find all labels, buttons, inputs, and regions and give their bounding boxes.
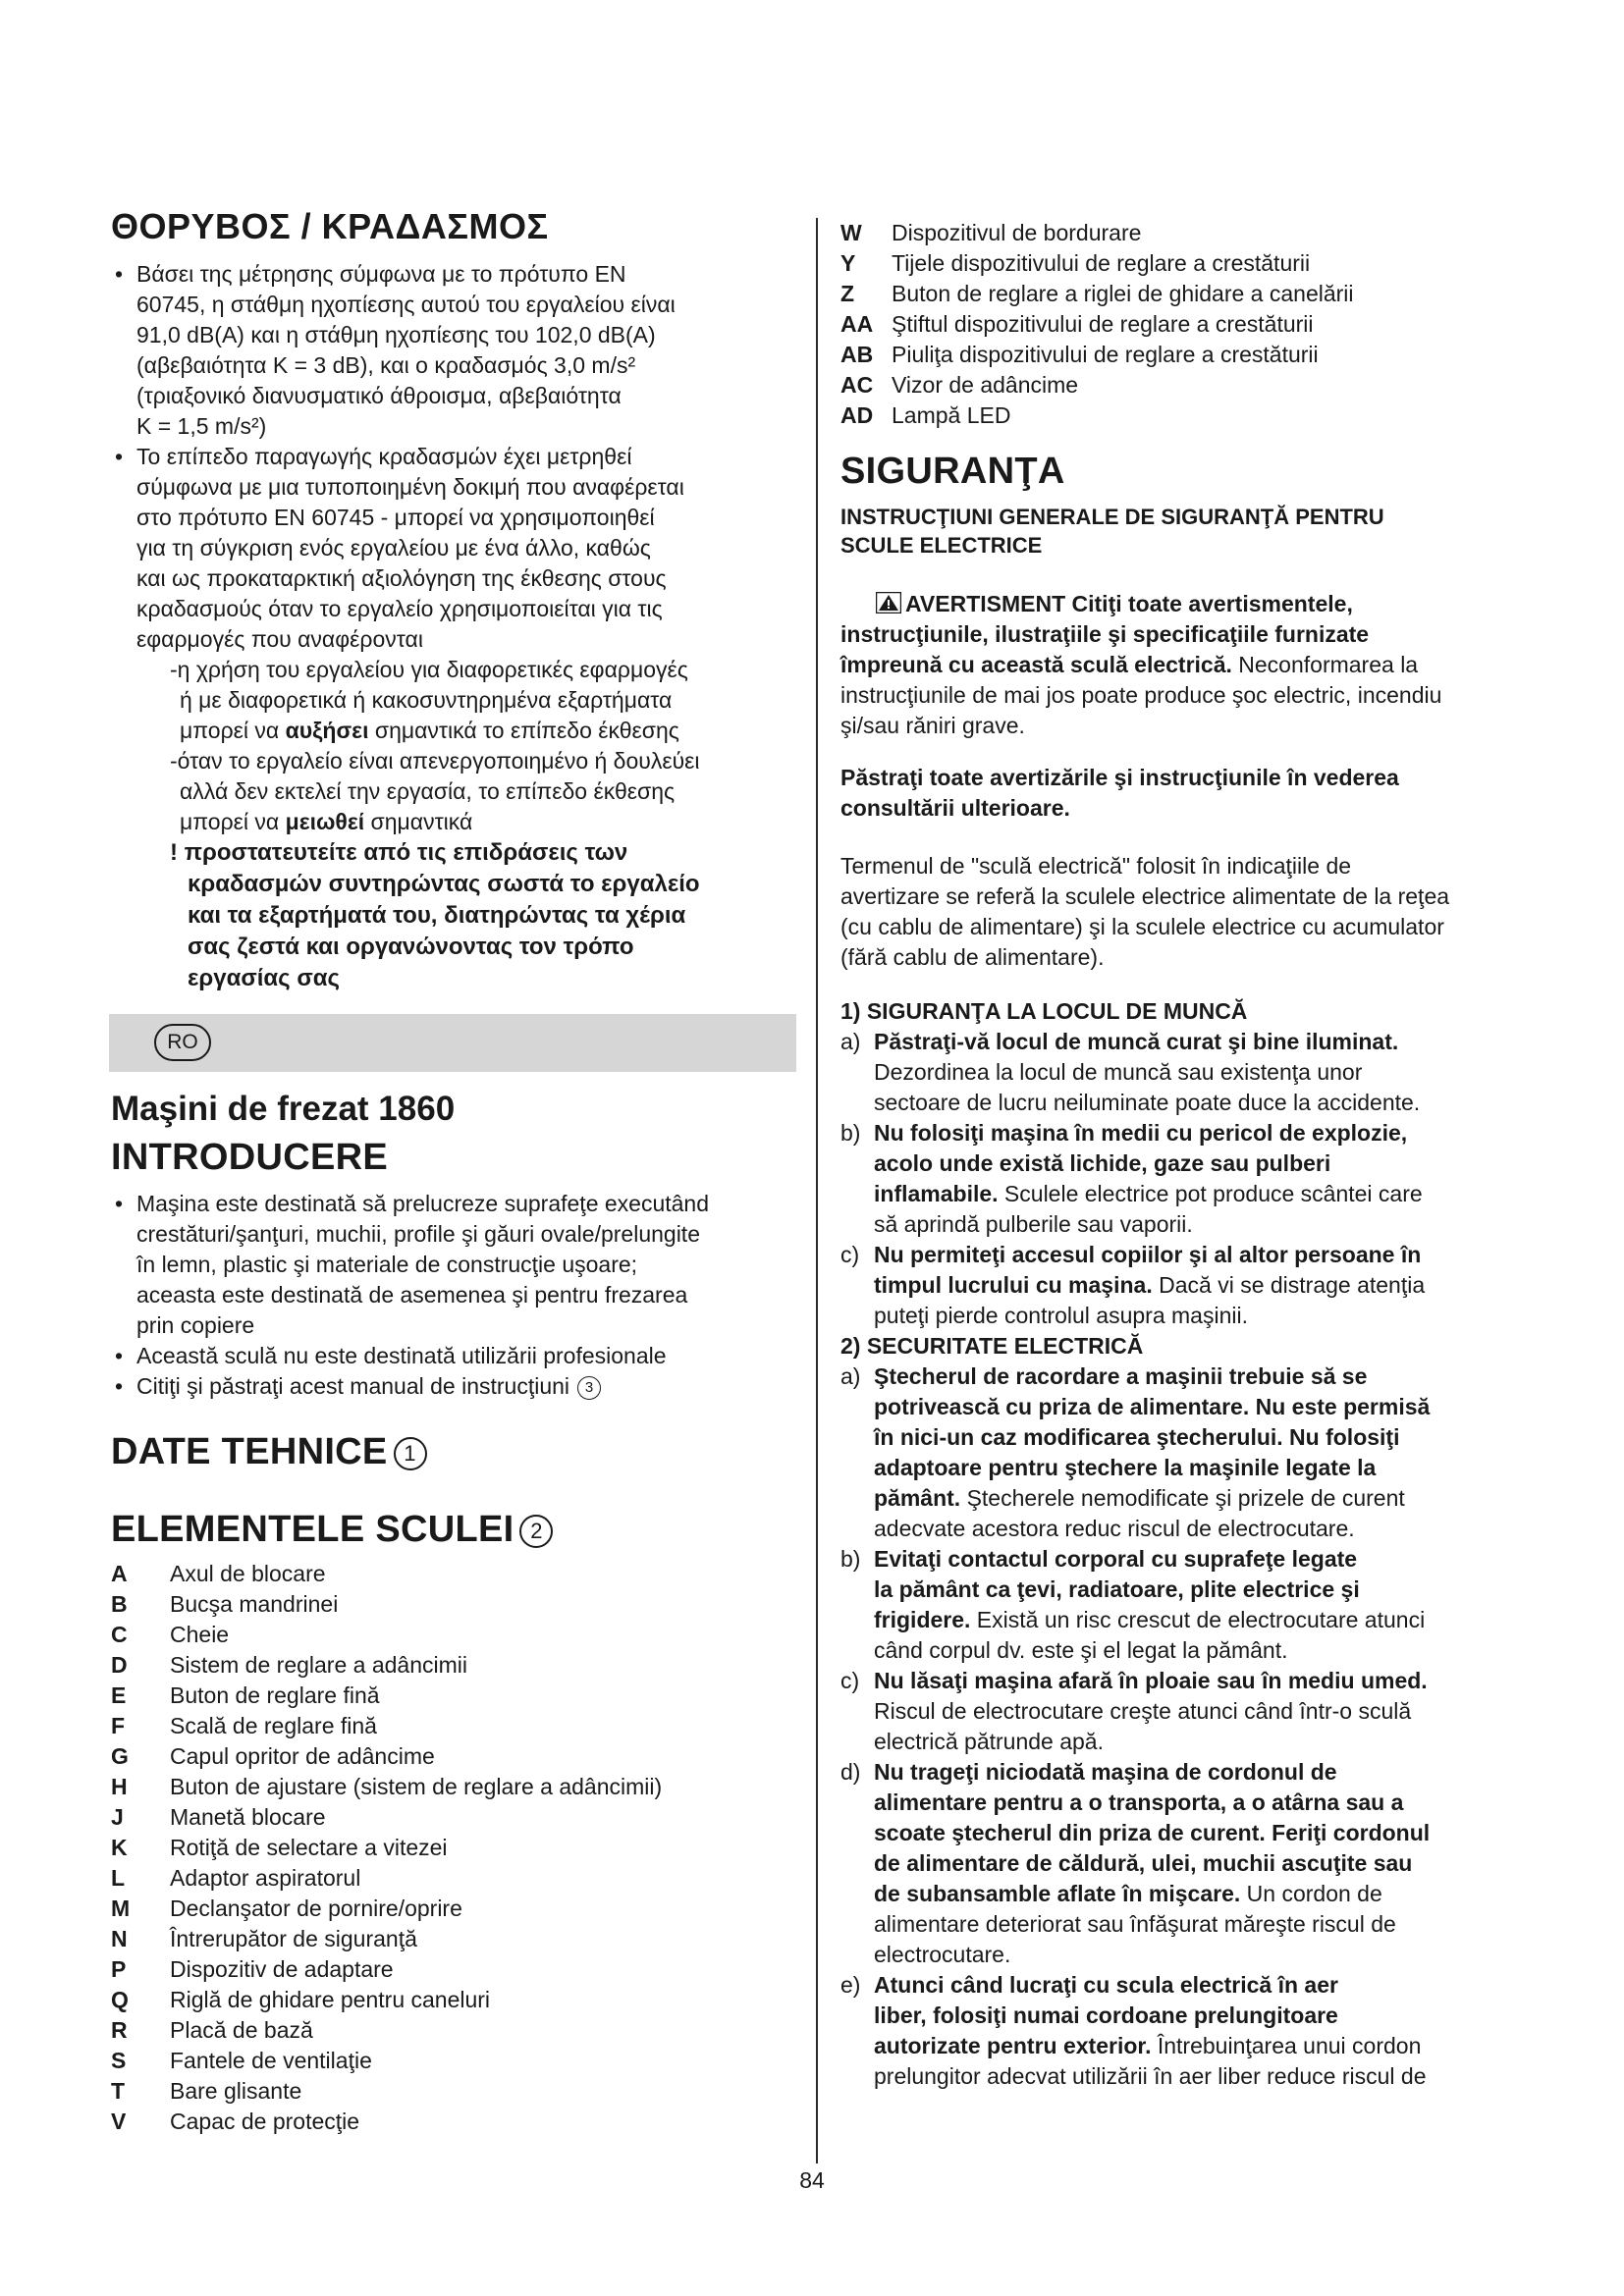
- text-line: consultării ulterioare.: [840, 795, 1070, 821]
- parts-list-item: J Manetă blocare: [111, 1804, 326, 1830]
- parts-list-item: M Declanşator de pornire/oprire: [111, 1896, 462, 1921]
- parts-list-item: L Adaptor aspiratorul: [111, 1865, 361, 1891]
- parts-list-item: E Buton de reglare fină: [111, 1682, 380, 1708]
- parts-list-item: S Fantele de ventilaţie: [111, 2048, 372, 2073]
- parts-list-item: AB Piuliţa dispozitivului de reglare a crestăturii: [840, 342, 1319, 367]
- safety-item: e) Atunci când lucraţi cu scula electrică în aer liber, folosiţi numai cordoane prelungitoare autorizate pentru exterior. Întrebuinţarea unui cordon prelungitor adecvat utilizării în aer liber reduce riscul de: [840, 1972, 1427, 2089]
- parts-list-item: Y Tijele dispozitivului de reglare a crestăturii: [840, 250, 1311, 276]
- intro-bullet-manual: • Citiţi şi păstraţi acest manual de instrucţiuni 3: [111, 1371, 798, 1402]
- figure-ref-icon: 3: [577, 1376, 601, 1400]
- text-line: ή με διαφορετικά ή κακοσυντηρημένα εξαρτήματα: [180, 687, 673, 713]
- right-column: [840, 218, 1518, 2092]
- parts-list-item: T Bare glisante: [111, 2078, 302, 2104]
- elementele-heading: ELEMENTELE SCULEI 2: [111, 1509, 798, 1551]
- parts-list-item: B Bucşa mandrinei: [111, 1591, 339, 1617]
- text-line: στο πρότυπο EN 60745 - μπορεί να χρησιμοποιηθεί: [136, 505, 655, 530]
- parts-list-item: P Dispozitiv de adaptare: [111, 1956, 394, 1982]
- text-line: • Το επίπεδο παραγωγής κραδασμών έχει μετρηθεί: [136, 444, 632, 469]
- text-line: (fără cablu de alimentare).: [840, 944, 1105, 970]
- parts-list-item: W Dispozitivul de bordurare: [840, 220, 1142, 245]
- parts-list-item: G Capul opritor de adâncime: [111, 1743, 435, 1769]
- text-line: K = 1,5 m/s²): [136, 413, 267, 439]
- siguranta-heading: SIGURANŢA: [840, 451, 1065, 492]
- text-line: αλλά δεν εκτελεί την εργασία, το επίπεδο έκθεσης: [180, 778, 676, 804]
- parts-list: [111, 1559, 798, 2137]
- safety-item: c) Nu lăsaţi maşina afară în ploaie sau în mediu umed. Riscul de electrocutare creşte atunci când într-o sculă electrică pătrunde apă.: [840, 1668, 1428, 1754]
- parts-list-item: K Rotiţă de selectare a vitezei: [111, 1835, 448, 1860]
- figure-ref-icon: 1: [394, 1437, 427, 1470]
- text-line: în lemn, plastic şi materiale de construcţie uşoare;: [136, 1252, 638, 1277]
- parts-list-item: AD Lampă LED: [840, 402, 1011, 428]
- safety-item: c) Nu permiteţi accesul copiilor şi al altor persoane în timpul lucrului cu maşina. Dacă vi se distrage atenţia puteţi pierde controlul asupra maşinii.: [840, 1242, 1426, 1328]
- text-line: εφαρμογές που αναφέρονται: [136, 626, 423, 652]
- text-line: împreună cu această sculă electrică. Neconformarea la: [840, 652, 1419, 677]
- text-line: για τη σύγκριση ενός εργαλείου με ένα άλλο, καθώς: [136, 535, 651, 561]
- text-line: (αβεβαιότητα K = 3 dB), και ο κραδασμός 3,0 m/s²: [136, 352, 636, 378]
- parts-list-item: D Sistem de reglare a adâncimii: [111, 1652, 467, 1678]
- intro-bullet-list: [111, 1189, 798, 1402]
- machine-title: Maşini de frezat 1860: [111, 1090, 456, 1128]
- intro-bullet-nonprofessional: • Această sculă nu este destinată utilizării profesionale: [111, 1341, 798, 1371]
- text-line: εργασίας σας: [188, 965, 340, 991]
- parts-list-item: F Scală de reglare fină: [111, 1713, 377, 1738]
- text-line: 60745, η στάθμη ηχοπίεσης αυτού του εργαλείου είναι: [136, 292, 676, 317]
- greek-bullet-vibration: [111, 442, 798, 655]
- text-line: μπορεί να αυξήσει σημαντικά το επίπεδο έκθεσης: [180, 718, 679, 743]
- text-line: μπορεί να μειωθεί σημαντικά: [180, 809, 473, 834]
- text-line: prin copiere: [136, 1312, 255, 1338]
- text-line: aceasta este destinată de asemenea şi pentru frezarea: [136, 1282, 688, 1308]
- figure-ref-icon: 2: [519, 1515, 553, 1548]
- text-line: AVERTISMENT Citiţi toate avertismentele,: [840, 589, 1518, 619]
- safety-item: b) Evitaţi contactul corporal cu suprafeţe legate la pământ ca ţevi, radiatoare, plite electrice şi frigidere. Există un risc crescut de electrocutare atunci când corpul dv. este şi el legat la pământ.: [840, 1546, 1426, 1663]
- warning-icon: [876, 592, 901, 614]
- text-line: κραδασμούς όταν το εργαλείο χρησιμοποιείται για τις: [136, 596, 663, 621]
- definition-paragraph: [840, 851, 1518, 973]
- greek-bullet-noise: [111, 259, 798, 442]
- text-line: και ως προκαταρκτική αξιολόγηση της έκθεσης στους: [136, 565, 667, 591]
- text-line: σύμφωνα με μια τυποποιημένη δοκιμή που αναφέρεται: [136, 474, 684, 500]
- text-line: • Maşina este destinată să prelucreze suprafeţe executând: [136, 1191, 710, 1216]
- parts-list-item: V Capac de protecţie: [111, 2109, 360, 2134]
- parts-list-item: H Buton de ajustare (sistem de reglare a adâncimii): [111, 1774, 663, 1799]
- text-line: crestături/şanţuri, muchii, profile şi găuri ovale/prelungite: [136, 1221, 700, 1247]
- parts-list-item: Z Buton de reglare a riglei de ghidare a canelării: [840, 281, 1354, 306]
- text-line: (τριαξονικό διανυσματικό άθροισμα, αβεβαιότητα: [136, 383, 622, 408]
- parts-list-item: R Placă de bază: [111, 2017, 313, 2043]
- parts-list-continued: [840, 218, 1518, 431]
- intro-bullet-purpose: [111, 1189, 798, 1341]
- left-column: [111, 206, 798, 2137]
- parts-list-item: AC Vizor de adâncime: [840, 372, 1079, 398]
- date-tehnice-heading: DATE TEHNICE 1: [111, 1431, 798, 1473]
- parts-list-item: A Axul de blocare: [111, 1561, 326, 1586]
- text-line: (cu cablu de alimentare) şi la sculele electrice cu acumulator: [840, 914, 1444, 939]
- text-line: -όταν το εργαλείο είναι απενεργοποιημένο ή δουλεύει: [170, 748, 700, 774]
- parts-list-item: C Cheie: [111, 1622, 230, 1647]
- safety-item: a) Ştecherul de racordare a maşinii trebuie să se potrivească cu priza de alimentare. Nu este permisă în nici-un caz modificarea ştecherului. Nu folosiţi adaptoare pentru ştechere la maşinile legate la pământ. Ştecherele nemodificate şi prizele de curent adecvate acestora reduc riscul de electrocutare.: [840, 1363, 1431, 1541]
- warning-paragraph: [840, 589, 1518, 741]
- greek-bullet-list: [111, 259, 798, 655]
- section-heading-electrical: 2) SECURITATE ELECTRICĂ: [840, 1333, 1144, 1359]
- text-line: σας ζεστά και οργανώνοντας τον τρόπο: [188, 934, 634, 960]
- page-number: 84: [799, 2167, 825, 2193]
- text-line: και τα εξαρτήματά του, διατηρώντας τα χέρια: [188, 902, 686, 929]
- intro-heading: INTRODUCERE: [111, 1137, 388, 1178]
- text-line: instrucţiunile, ilustraţiile şi specificaţiile furnizate: [840, 621, 1370, 647]
- column-divider: [816, 218, 818, 2163]
- greek-noise-heading: ΘΟΡΥΒΟΣ / ΚΡΑΔΑΣΜΟΣ: [111, 206, 549, 246]
- text-line: Termenul de "sculă electrică" folosit în indicaţiile de: [840, 853, 1352, 879]
- parts-list-item: AA Ştiftul dispozitivului de reglare a crestăturii: [840, 311, 1314, 337]
- section-heading-workplace: 1) SIGURANŢA LA LOCUL DE MUNCĂ: [840, 998, 1248, 1024]
- text-line: instrucţiunile de mai jos poate produce şoc electric, incendiu: [840, 682, 1442, 708]
- text-line: • Βάσει της μέτρησης σύμφωνα με το πρότυπο EN: [136, 261, 626, 287]
- parts-list-item: Q Riglă de ghidare pentru caneluri: [111, 1987, 491, 2012]
- text-line: ! προστατευτείτε από τις επιδράσεις των: [170, 839, 628, 866]
- text-line: 91,0 dB(A) και η στάθμη ηχοπίεσης του 102,0 dB(A): [136, 322, 656, 347]
- language-badge: RO: [154, 1024, 211, 1061]
- general-safety-subheading: INSTRUCŢIUNI GENERALE DE SIGURANŢĂ PENTRU SCULE ELECTRICE: [840, 505, 1384, 558]
- safety-item: b) Nu folosiţi maşina în medii cu pericol de explozie, acolo unde există lichide, gaze sau pulberi inflamabile. Sculele electrice pot produce scântei care să aprindă pulberile sau vaporii.: [840, 1120, 1423, 1237]
- keep-instructions-paragraph: [840, 763, 1518, 824]
- safety-item: d) Nu trageţi niciodată maşina de cordonul de alimentare pentru a o transporta, a o atârna sau a scoate ştecherul din priza de curent. Feriţi cordonul de alimentare de căldură, ulei, muchii ascuţite sau de subansamble aflate în mişcare. Un cordon de alimentare deteriorat sau înfăşurat măreşte riscul de electrocutare.: [840, 1759, 1431, 1967]
- parts-list-item: N Întrerupător de siguranţă: [111, 1926, 417, 1951]
- greek-dash-notes: [111, 655, 798, 837]
- text-line: -η χρήση του εργαλείου για διαφορετικές εφαρμογές: [170, 657, 688, 682]
- text-line: κραδασμών συντηρώντας σωστά το εργαλείο: [188, 871, 700, 897]
- text-line: avertizare se referă la sculele electrice alimentate de la reţea: [840, 883, 1450, 909]
- language-band: [109, 1014, 796, 1072]
- greek-warning-note: [111, 837, 798, 994]
- text-line: şi/sau răniri grave.: [840, 713, 1025, 738]
- text-line: Păstraţi toate avertizările şi instrucţiunile în vederea: [840, 765, 1399, 790]
- safety-item: a) Păstraţi-vă locul de muncă curat şi bine iluminat. Dezordinea la locul de muncă sau existenţa unor sectoare de lucru neiluminate poate duce la accidente.: [840, 1029, 1421, 1115]
